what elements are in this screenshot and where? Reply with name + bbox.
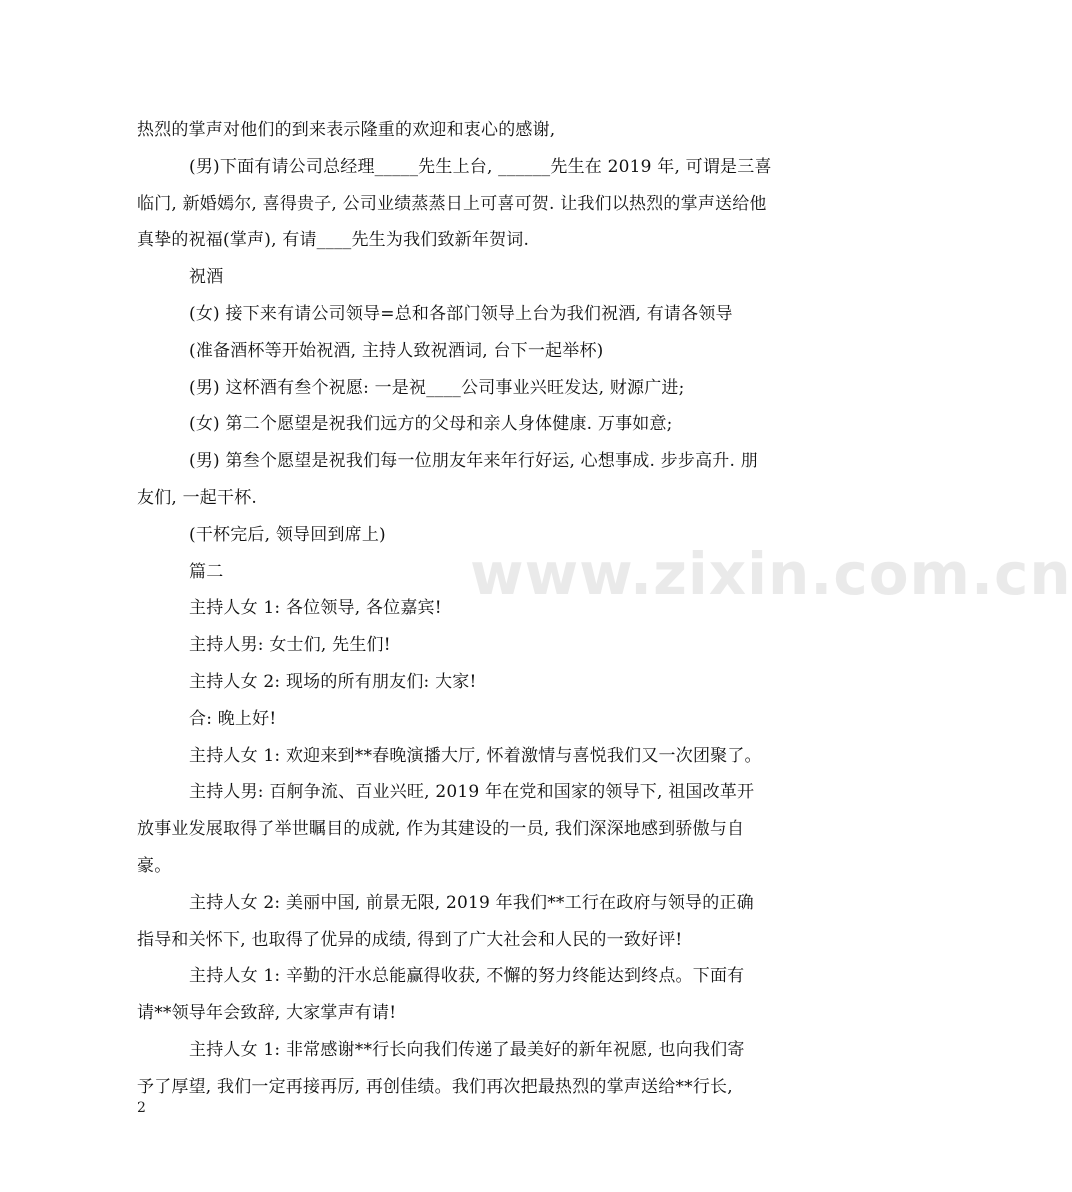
text-line: 予了厚望, 我们一定再接再厉, 再创佳绩。我们再次把最热烈的掌声送给**行长,: [137, 1076, 733, 1097]
text-line: 合: 晚上好!: [189, 708, 277, 729]
text-line: (女) 第二个愿望是祝我们远方的父母和亲人身体健康. 万事如意;: [189, 414, 673, 435]
text-line: (男) 第叁个愿望是祝我们每一位朋友年来年行好运, 心想事成. 步步高升. 朋: [189, 451, 758, 472]
text-line: 主持人女 1: 非常感谢**行长向我们传递了最美好的新年祝愿, 也向我们寄: [189, 1039, 745, 1060]
text-line: (女) 接下来有请公司领导=总和各部门领导上台为我们祝酒, 有请各领导: [189, 303, 733, 324]
text-line: 主持人女 1: 各位领导, 各位嘉宾!: [189, 598, 442, 619]
text-line: (干杯完后, 领导回到席上): [189, 524, 386, 545]
text-line: 祝酒: [189, 267, 224, 288]
page-number: 2: [137, 1100, 146, 1116]
text-line: 主持人男: 女士们, 先生们!: [189, 635, 391, 656]
text-line: 主持人女 2: 美丽中国, 前景无限, 2019 年我们**工行在政府与领导的正确: [189, 892, 754, 913]
text-line: (准备酒杯等开始祝酒, 主持人致祝酒词, 台下一起举杯): [189, 340, 604, 361]
text-line: 主持人女 1: 欢迎来到**春晚演播大厅, 怀着激情与喜悦我们又一次团聚了。: [189, 745, 762, 766]
text-line: 主持人女 1: 辛勤的汗水总能赢得收获, 不懈的努力终能达到终点。下面有: [189, 966, 745, 987]
text-line: (男)下面有请公司总经理_____先生上台, ______先生在 2019 年, 可谓是三喜: [189, 156, 772, 177]
document-body: [137, 112, 797, 1106]
text-line: 真挚的祝福(掌声), 有请____先生为我们致新年贺词.: [137, 230, 530, 251]
text-line: 主持人男: 百舸争流、百业兴旺, 2019 年在党和国家的领导下, 祖国改革开: [189, 782, 755, 803]
watermark: www.zixin.com.cn: [470, 540, 1072, 608]
text-line: 豪。: [137, 855, 172, 876]
text-line: 放事业发展取得了举世瞩目的成就, 作为其建设的一员, 我们深深地感到骄傲与自: [137, 819, 745, 840]
text-line: 临门, 新婚嫣尔, 喜得贵子, 公司业绩蒸蒸日上可喜可贺. 让我们以热烈的掌声送给他: [137, 193, 767, 214]
text-line: 请**领导年会致辞, 大家掌声有请!: [137, 1003, 397, 1024]
text-line: 指导和关怀下, 也取得了优异的成绩, 得到了广大社会和人民的一致好评!: [137, 929, 683, 950]
text-line: 热烈的掌声对他们的到来表示隆重的欢迎和衷心的感谢,: [137, 120, 556, 140]
text-line: 友们, 一起干杯.: [137, 487, 258, 508]
text-line: (男) 这杯酒有叁个祝愿: 一是祝____公司事业兴旺发达, 财源广进;: [189, 377, 685, 398]
text-line: 主持人女 2: 现场的所有朋友们: 大家!: [189, 671, 477, 692]
text-line: 篇二: [189, 561, 224, 582]
